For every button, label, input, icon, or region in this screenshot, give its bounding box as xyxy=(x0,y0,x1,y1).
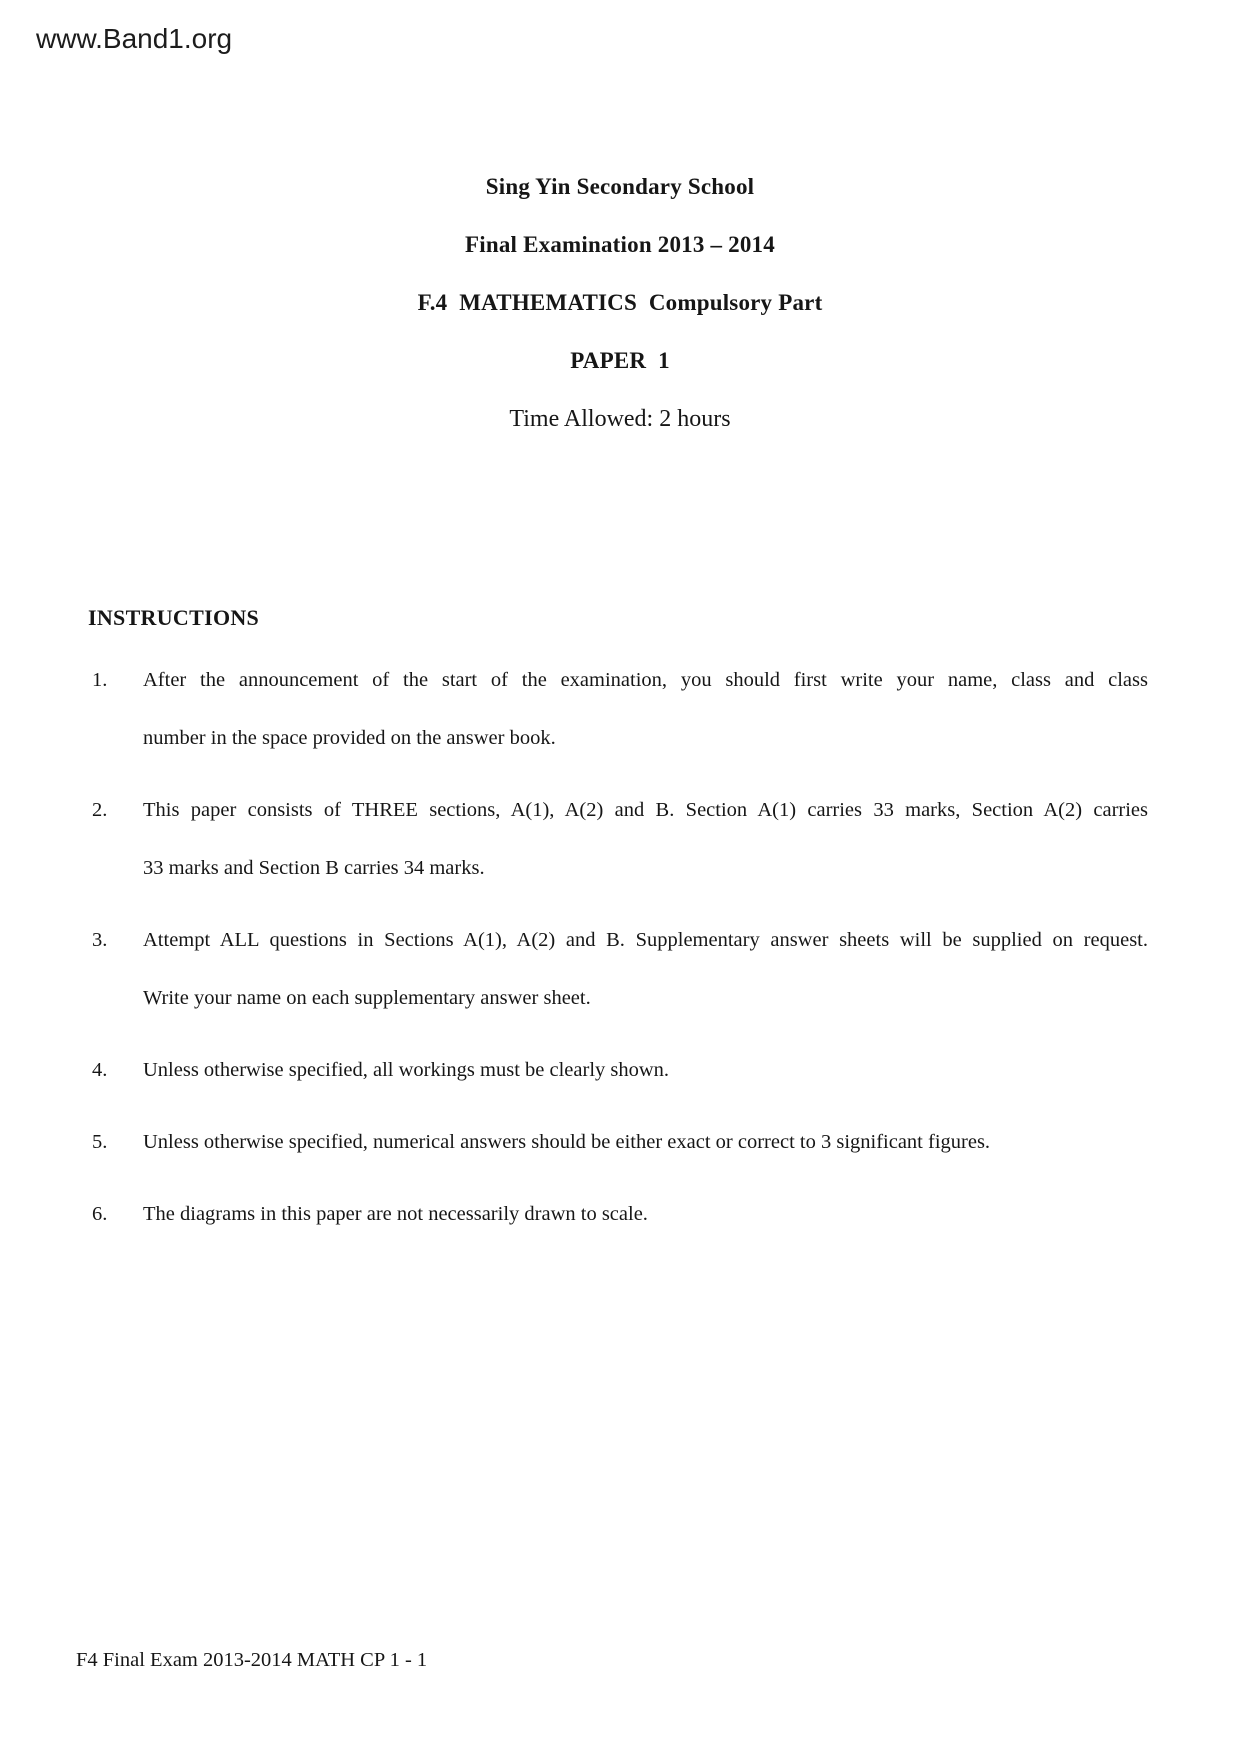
item-text-line: Attempt ALL questions in Sections A(1), A(2) and B. Supplementary answer sheets will be supplied on request. xyxy=(143,929,1148,951)
item-number: 6. xyxy=(92,1203,108,1225)
instruction-item-3 xyxy=(92,911,1148,1027)
item-text xyxy=(143,1185,1148,1243)
subject-title: F.4 MATHEMATICS Compulsory Part xyxy=(417,290,823,315)
item-number: 4. xyxy=(92,1059,108,1081)
time-allowed: Time Allowed: 2 hours xyxy=(509,406,731,432)
item-number: 3. xyxy=(92,929,108,951)
instruction-item-2 xyxy=(92,781,1148,897)
school-name: Sing Yin Secondary School xyxy=(485,174,755,199)
instruction-item-5 xyxy=(92,1113,1148,1171)
exam-title: Final Examination 2013 – 2014 xyxy=(465,232,775,257)
instruction-item-1 xyxy=(92,651,1148,767)
item-text-line: 33 marks and Section B carries 34 marks. xyxy=(143,857,485,879)
site-watermark: www.Band1.org xyxy=(36,23,233,54)
item-text xyxy=(143,781,1148,897)
item-number: 2. xyxy=(92,799,108,821)
item-text xyxy=(143,651,1148,767)
instructions-heading: INSTRUCTIONS xyxy=(88,605,260,630)
instructions-list xyxy=(92,651,1148,1257)
item-text-line: number in the space provided on the answer book. xyxy=(143,727,556,749)
item-number: 5. xyxy=(92,1131,108,1153)
instruction-item-6 xyxy=(92,1185,1148,1243)
item-text-line: Unless otherwise specified, all workings must be clearly shown. xyxy=(143,1059,670,1081)
item-text xyxy=(143,911,1148,1027)
item-number: 1. xyxy=(92,669,108,691)
paper-number: PAPER 1 xyxy=(570,348,670,373)
item-text xyxy=(143,1113,1148,1171)
item-text-line: Unless otherwise specified, numerical answers should be either exact or correct to 3 significant figures. xyxy=(143,1131,991,1153)
item-text-line: The diagrams in this paper are not necessarily drawn to scale. xyxy=(143,1203,648,1225)
item-text-line: Write your name on each supplementary answer sheet. xyxy=(143,987,591,1009)
item-text xyxy=(143,1041,1148,1099)
item-text-line: This paper consists of THREE sections, A(1), A(2) and B. Section A(1) carries 33 marks, Section A(2) carries xyxy=(143,799,1148,821)
exam-header xyxy=(0,170,1240,460)
page-footer: F4 Final Exam 2013-2014 MATH CP 1 - 1 xyxy=(76,1649,428,1671)
instruction-item-4 xyxy=(92,1041,1148,1099)
item-text-line: After the announcement of the start of the examination, you should first write your name, class and class xyxy=(143,669,1148,691)
